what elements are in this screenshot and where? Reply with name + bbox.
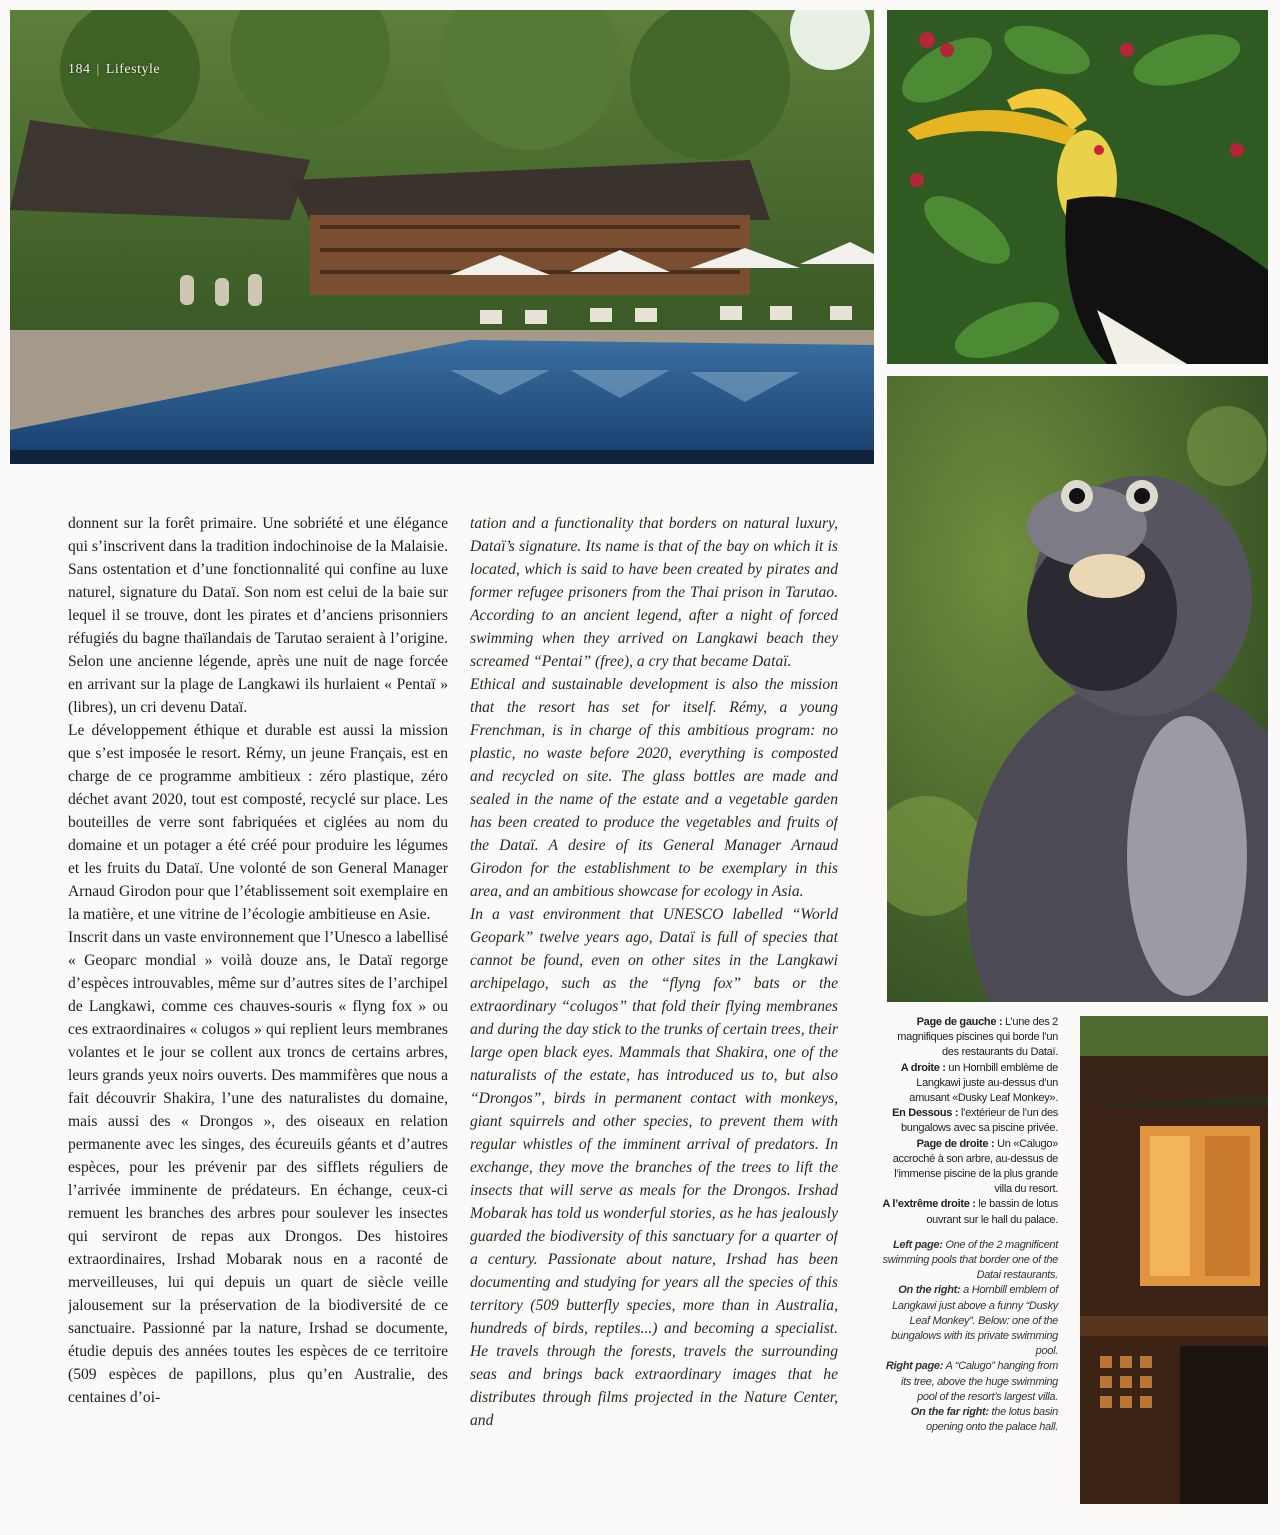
caption-label: Page de gauche : bbox=[916, 1016, 1003, 1028]
section-name: Lifestyle bbox=[105, 62, 161, 77]
bungalow-photo bbox=[1080, 1016, 1268, 1504]
folio: 184 | Lifestyle bbox=[68, 62, 161, 77]
caption-text: un Hornbill emblème de Langkawi juste au-dessus d’un amusant «Dusky Leaf Monkey». bbox=[909, 1061, 1058, 1105]
caption-en bbox=[880, 1238, 1058, 1284]
english-paragraph: In a vast environment that UNESCO labelled “World Geopark” twelve years ago, Dataï is full of species that cannot be found, even on other sites in the Langkawi archipelago, such as the “flyng fox” bats or the extraordinary “colugos” that fold their flying membranes and during the day stick to the trunks of certain trees, their large open black eyes. Mammals that Shakira, one of the naturalists of the estate, has introduced us to, but also “Drongos”, birds in permanent contact with monkeys, giant squirrels and other species, to prevent them with regular whistles of the imminent arrival of predators. In exchange, they move the branches of the trees to lift the insects that will serve as meals for the Drongos. Irshad Mobarak has told us wonderful stories, as he has jealously guarded the biodiversity of this sanctuary for a quarter of a century. Passionate about nature, Irshad has been documenting and studying for years all the species of this territory (509 butterfly species, more than in Australia, hundreds of birds, reptiles...) and becoming a specialist. He travels through the forests, travels the surrounding seas and brings back extraordinary images that he distributes through films projected in the Nature Center, and bbox=[470, 906, 838, 1429]
caption-text: One of the 2 magnificent swimming pools that border one of the Datai restaurants. bbox=[882, 1238, 1058, 1282]
page-number: 184 bbox=[68, 62, 91, 77]
caption-label: Page de droite : bbox=[916, 1137, 995, 1150]
hornbill-photo bbox=[887, 10, 1268, 364]
caption-text: L’une des 2 magnifiques piscines qui borde l’un des restaurants du Dataï. bbox=[897, 1016, 1058, 1059]
monkey-photo bbox=[887, 376, 1268, 1002]
caption-text: A “Calugo” hanging from its tree, above the huge swimming pool of the resort’s largest villa. bbox=[900, 1360, 1058, 1403]
caption-en bbox=[880, 1405, 1058, 1435]
english-paragraph: Ethical and sustainable development is also the mission that the resort has set for itself. Rémy, a young Frenchman, is in charge of this ambitious program: no plastic, no waste before 2020, everything is composted and recycled on site. The glass bottles are made and sealed in the name of the estate and a vegetable garden has been created to produce the vegetables and fruits of the Dataï. A desire of its General Manager Arnaud Girodon for the establishment to be exemplary in this area, and an ambitious showcase for ecology in Asia. bbox=[470, 676, 838, 900]
caption-label: On the far right: bbox=[910, 1406, 989, 1419]
caption-label: Left page: bbox=[893, 1238, 943, 1251]
caption-label: A droite : bbox=[900, 1061, 946, 1074]
captions-french bbox=[880, 1015, 1058, 1228]
caption-fr bbox=[880, 1106, 1058, 1136]
caption-text: le bassin de lotus ouvrant sur le hall du palace. bbox=[926, 1198, 1058, 1226]
caption-text: the lotus basin opening onto the palace hall. bbox=[926, 1406, 1058, 1434]
caption-label: A l’extrême droite : bbox=[882, 1198, 976, 1211]
pool-photo bbox=[10, 10, 874, 464]
caption-text: Un «Calugo» accroché à son arbre, au-dessus de l’immense piscine de la plus grande villa du resort. bbox=[892, 1137, 1058, 1196]
caption-fr bbox=[880, 1015, 1058, 1061]
caption-text: a Hornbill emblem of Langkawi just above a funny “Dusky Leaf Monkey”. Below: one of the bungalows with its private swimming pool. bbox=[891, 1284, 1058, 1358]
french-paragraph: Le développement éthique et durable est aussi la mission que s’est imposée le resort. Rémy, un jeune Français, est en charge de ce programme ambitieux : zéro plastique, zéro déchet avant 2020, tout est composté, recyclé sur place. Les bouteilles de verre sont fabriquées et ciglées au nom du domaine et un potager a été créé pour produire les légumes et les fruits du Dataï. Une volonté de son General Manager Arnaud Girodon pour que l’établissement soit exemplaire en la matière, et une vitrine de l’écologie ambitieuse en Asie. bbox=[68, 722, 448, 923]
photo-captions bbox=[880, 1015, 1058, 1435]
caption-fr bbox=[880, 1061, 1058, 1107]
french-text-column bbox=[68, 512, 448, 1502]
english-paragraph: tation and a functionality that borders on natural luxury, Dataï’s signature. Its name is that of the bay on which it is located, which is said to have been created by pirates and former refugee prisoners from the Thai prison in Tarutao. According to an ancient legend, after a night of forced swimming when they arrived on Langkawi beach they screamed “Pentai” (free), a cry that became Dataï. bbox=[470, 515, 838, 670]
french-paragraph: Inscrit dans un vaste environnement que l’Unesco a labellisé « Geoparc mondial » voilà douze ans, le Dataï regorge d’espèces introuvables, même sur d’autres sites de l’archipel de Langkawi, comme ces chauves-souris « flyng fox » ou ces extraordinaires « colugos » qui replient leurs membranes volantes et le jour se collent aux troncs de certains arbres, leurs grands yeux noirs ouverts. Des mammifères que nous a fait découvrir Shakira, l’une des naturalistes du domaine, mais aussi des « Drongos », des oiseaux en relation permanente avec les singes, des écureuils géants et d’autres espèces, pour les prévenir par des sifflets réguliers de l’arrivée imminente de prédateurs. En échange, ceux-ci remuent les branches des arbres pour soulever les insectes qui serviront de repas aux Drongos. Des histoires extraordinaires, Irshad Mobarak nous en a raconté de merveilleuses, lui qui depuis un quart de siècle veille jalousement sur la préservation de la biodiversité de ce sanctuaire. Passionné par la nature, Irshad se documente, étudie depuis des années toutes les espèces de ce territoire (509 espèces de papillons, plus qu’en Australie, des centaines d’oi- bbox=[68, 929, 448, 1406]
english-text-column bbox=[470, 512, 838, 1502]
french-paragraph: donnent sur la forêt primaire. Une sobriété et une élégance qui s’inscrivent dans la tradition indochinoise de la Malaisie. Sans ostentation et d’une fonctionnalité qui confine au luxe naturel, signature du Dataï. Son nom est celui de la baie sur lequel il se trouve, dont les pirates et d’anciens prisonniers réfugiés du bagne thaïlandais de Tarutao seraient à l’origine. Selon une ancienne légende, après une nuit de nage forcée en arrivant sur la plage de Langkawi ils hurlaient « Pentaï » (libres), un cri devenu Dataï. bbox=[68, 515, 448, 716]
caption-text: l’extérieur de l’un des bungalows avec sa piscine privée. bbox=[900, 1107, 1058, 1135]
caption-en bbox=[880, 1283, 1058, 1359]
caption-fr bbox=[880, 1197, 1058, 1227]
caption-label: On the right: bbox=[898, 1284, 961, 1297]
caption-fr bbox=[880, 1137, 1058, 1198]
caption-label: Right page: bbox=[885, 1360, 944, 1373]
caption-en bbox=[880, 1359, 1058, 1405]
captions-english bbox=[880, 1238, 1058, 1436]
caption-label: En Dessous : bbox=[892, 1107, 959, 1120]
